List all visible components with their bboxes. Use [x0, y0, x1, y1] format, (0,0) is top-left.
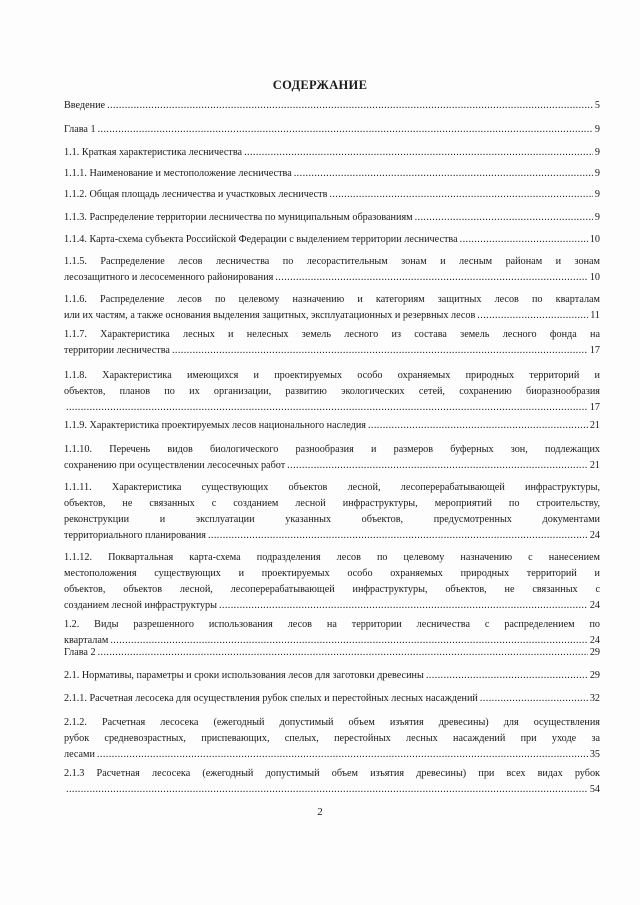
toc-entry-label: Глава 2	[64, 647, 96, 658]
toc-entry-last-line	[64, 308, 600, 324]
toc-entry[interactable]	[64, 254, 600, 286]
toc-entry[interactable]	[64, 122, 600, 138]
toc-entry-label: лесами	[64, 749, 95, 760]
toc-entry-last-line	[64, 668, 600, 684]
dot-leader	[208, 528, 588, 544]
toc-entry-last-line	[64, 645, 600, 661]
toc-entry-page-number: 21	[589, 420, 600, 431]
toc-entry[interactable]	[64, 292, 600, 324]
toc-entry-label: 2.1. Нормативы, параметры и сроки использования лесов для заготовки древесины	[64, 670, 424, 681]
toc-entry-line: рубок средневозрастных, приспевающих, спелых, перестойных лесных насаждений при уходе за	[64, 733, 600, 744]
toc-entry-line: 1.1.8. Характеристика имеющихся и проектируемых особо охраняемых природных территорий и	[64, 370, 600, 381]
toc-entry-page-number: 24	[589, 600, 600, 611]
toc-entry-line: местоположения существующих и проектируемых особо охраняемых природных территорий и	[64, 568, 600, 579]
toc-entry[interactable]	[64, 691, 600, 707]
toc-entry-label: 1.1.3. Распределение территории лесничества по муниципальным образованиям	[64, 212, 413, 223]
dot-leader	[66, 782, 588, 798]
toc-entry-page-number: 32	[589, 693, 600, 704]
toc-entry-label: территории лесничества	[64, 345, 170, 356]
toc-entry[interactable]	[64, 210, 600, 226]
toc-entry[interactable]	[64, 715, 600, 763]
toc-entry[interactable]	[64, 766, 600, 798]
toc-entry-last-line	[64, 145, 600, 161]
toc-entry-last-line	[64, 400, 600, 416]
toc-entry[interactable]	[64, 442, 600, 474]
dot-leader	[294, 166, 593, 182]
toc-entry-label: или их частям, а также основания выделения защитных, эксплуатационных и резервных лесов	[64, 310, 476, 321]
toc-entry[interactable]	[64, 145, 600, 161]
dot-leader	[368, 418, 588, 434]
toc-entry-line: 2.1.2. Расчетная лесосека (ежегодный допустимый объем изъятия древесины) для осуществления	[64, 717, 600, 728]
toc-entry[interactable]	[64, 187, 600, 203]
dot-leader	[415, 210, 593, 226]
toc-entry-line: реконструкции и эксплуатации указанных объектов, предусмотренных документами	[64, 514, 600, 525]
toc-entry-page-number: 24	[589, 635, 600, 646]
toc-entry[interactable]	[64, 480, 600, 544]
toc-entry-page-number: 29	[589, 647, 600, 658]
toc-entry[interactable]	[64, 645, 600, 661]
toc-entry-page-number: 9	[594, 189, 600, 200]
toc-entry[interactable]	[64, 668, 600, 684]
toc-entry-last-line	[64, 458, 600, 474]
toc-entry-label: созданием лесной инфраструктуры	[64, 600, 217, 611]
toc-entry-label: территориального планирования	[64, 530, 206, 541]
toc-entry-label: Введение	[64, 100, 106, 111]
toc-entry[interactable]	[64, 98, 600, 114]
toc-entry-label: сохранению при осуществлении лесосечных работ	[64, 460, 286, 471]
toc-entry-page-number: 21	[589, 460, 600, 471]
toc-entry-last-line	[64, 343, 600, 359]
dot-leader	[107, 98, 593, 114]
toc-entry-label: 1.1.9. Характеристика проектируемых лесов национального наследия	[64, 420, 366, 431]
dot-leader	[477, 308, 588, 324]
dot-leader	[287, 458, 588, 474]
dot-leader	[98, 645, 588, 661]
dot-leader	[97, 747, 588, 763]
page-number: 2	[317, 806, 323, 818]
toc-entry-line: 1.1.6. Распределение лесов по целевому назначению и категориям защитных лесов по кварталам	[64, 294, 600, 305]
toc-entry-page-number: 24	[589, 530, 600, 541]
dot-leader	[244, 145, 593, 161]
toc-entry-page-number: 9	[594, 147, 600, 158]
toc-entry-last-line	[64, 747, 600, 763]
toc-entry-page-number: 17	[589, 402, 600, 413]
toc-entry-line: объектов, не связанных с созданием лесной инфраструктуры, мероприятий по строительству,	[64, 498, 600, 509]
toc-entry-page-number: 17	[589, 345, 600, 356]
toc-entry-line: 1.1.10. Перечень видов биологического разнообразия и размеров буферных зон, подлежащих	[64, 444, 600, 455]
toc-entry-label: 1.1.4. Карта-схема субъекта Российской Федерации с выделением территории лесничества	[64, 234, 458, 245]
toc-entry-last-line	[64, 122, 600, 138]
toc-entry-page-number: 10	[589, 272, 600, 283]
toc-entry-last-line	[64, 210, 600, 226]
toc-entry-last-line	[64, 528, 600, 544]
dot-leader	[98, 122, 593, 138]
page-title: СОДЕРЖАНИЕ	[272, 78, 368, 92]
toc-entry[interactable]	[64, 550, 600, 614]
toc-entry-label: кварталам	[64, 635, 109, 646]
toc-entry-last-line	[64, 232, 600, 248]
toc-entry-last-line	[64, 691, 600, 707]
toc-entry-label: 1.1.2. Общая площадь лесничества и участковых лесничеств	[64, 189, 328, 200]
toc-entry-last-line	[64, 98, 600, 114]
toc-entry-last-line	[64, 166, 600, 182]
toc-entry-line: 1.1.5. Распределение лесов лесничества по лесорастительным зонам и лесным районам и зонам	[64, 256, 600, 267]
toc-entry-line: объектов, объектов лесной, лесоперерабатывающей инфраструктуры, объектов, не связанных с	[64, 584, 600, 595]
dot-leader	[172, 343, 588, 359]
toc-entry-page-number: 54	[589, 784, 600, 795]
dot-leader	[480, 691, 588, 707]
toc-entry-page-number: 9	[594, 124, 600, 135]
toc-entry[interactable]	[64, 327, 600, 359]
toc-entry-line: объектов, планов по их организации, развитию экологических сетей, сохранению биоразнообразия	[64, 386, 600, 397]
toc-entry-last-line	[64, 418, 600, 434]
toc-entry-page-number: 11	[590, 310, 600, 321]
toc-entry-line: 2.1.3 Расчетная лесосека (ежегодный допустимый объем изъятия древесины) при всех видах рубок	[64, 768, 600, 779]
toc-entry-label: 1.1.1. Наименование и местоположение лесничества	[64, 168, 292, 179]
toc-entry-last-line	[64, 598, 600, 614]
dot-leader	[66, 400, 588, 416]
toc-entry-page-number: 10	[589, 234, 600, 245]
dot-leader	[329, 187, 593, 203]
toc-entry-label: 1.1. Краткая характеристика лесничества	[64, 147, 243, 158]
toc-entry[interactable]	[64, 166, 600, 182]
toc-entry-last-line	[64, 187, 600, 203]
dot-leader	[426, 668, 588, 684]
toc-entry-last-line	[64, 270, 600, 286]
toc-entry[interactable]	[64, 232, 600, 248]
toc-entry-label: лесозащитного и лесосеменного районирования	[64, 272, 274, 283]
toc-entry-label: Глава 1	[64, 124, 96, 135]
toc-entry-page-number: 5	[594, 100, 600, 111]
toc-entry-label: 2.1.1. Расчетная лесосека для осуществления рубок спелых и перестойных лесных насаждений	[64, 693, 478, 704]
toc-entry[interactable]	[64, 368, 600, 416]
dot-leader	[275, 270, 587, 286]
toc-entry-page-number: 29	[589, 670, 600, 681]
toc-entry-last-line	[64, 782, 600, 798]
toc-entry-line: 1.1.7. Характеристика лесных и нелесных земель лесного из состава земель лесного фонда на	[64, 329, 600, 340]
toc-entry-line: 1.1.11. Характеристика существующих объектов лесной, лесоперерабатывающей инфраструктуры,	[64, 482, 600, 493]
toc-entry-line: 1.2. Виды разрешенного использования лесов на территории лесничества с распределением по	[64, 619, 600, 630]
toc-entry-page-number: 35	[589, 749, 600, 760]
toc-entry-page-number: 9	[594, 168, 600, 179]
toc-entry-line: 1.1.12. Поквартальная карта-схема подразделения лесов по целевому назначению с нанесением	[64, 552, 600, 563]
toc-entry-page-number: 9	[594, 212, 600, 223]
toc-entry[interactable]	[64, 418, 600, 434]
dot-leader	[460, 232, 588, 248]
dot-leader	[219, 598, 588, 614]
